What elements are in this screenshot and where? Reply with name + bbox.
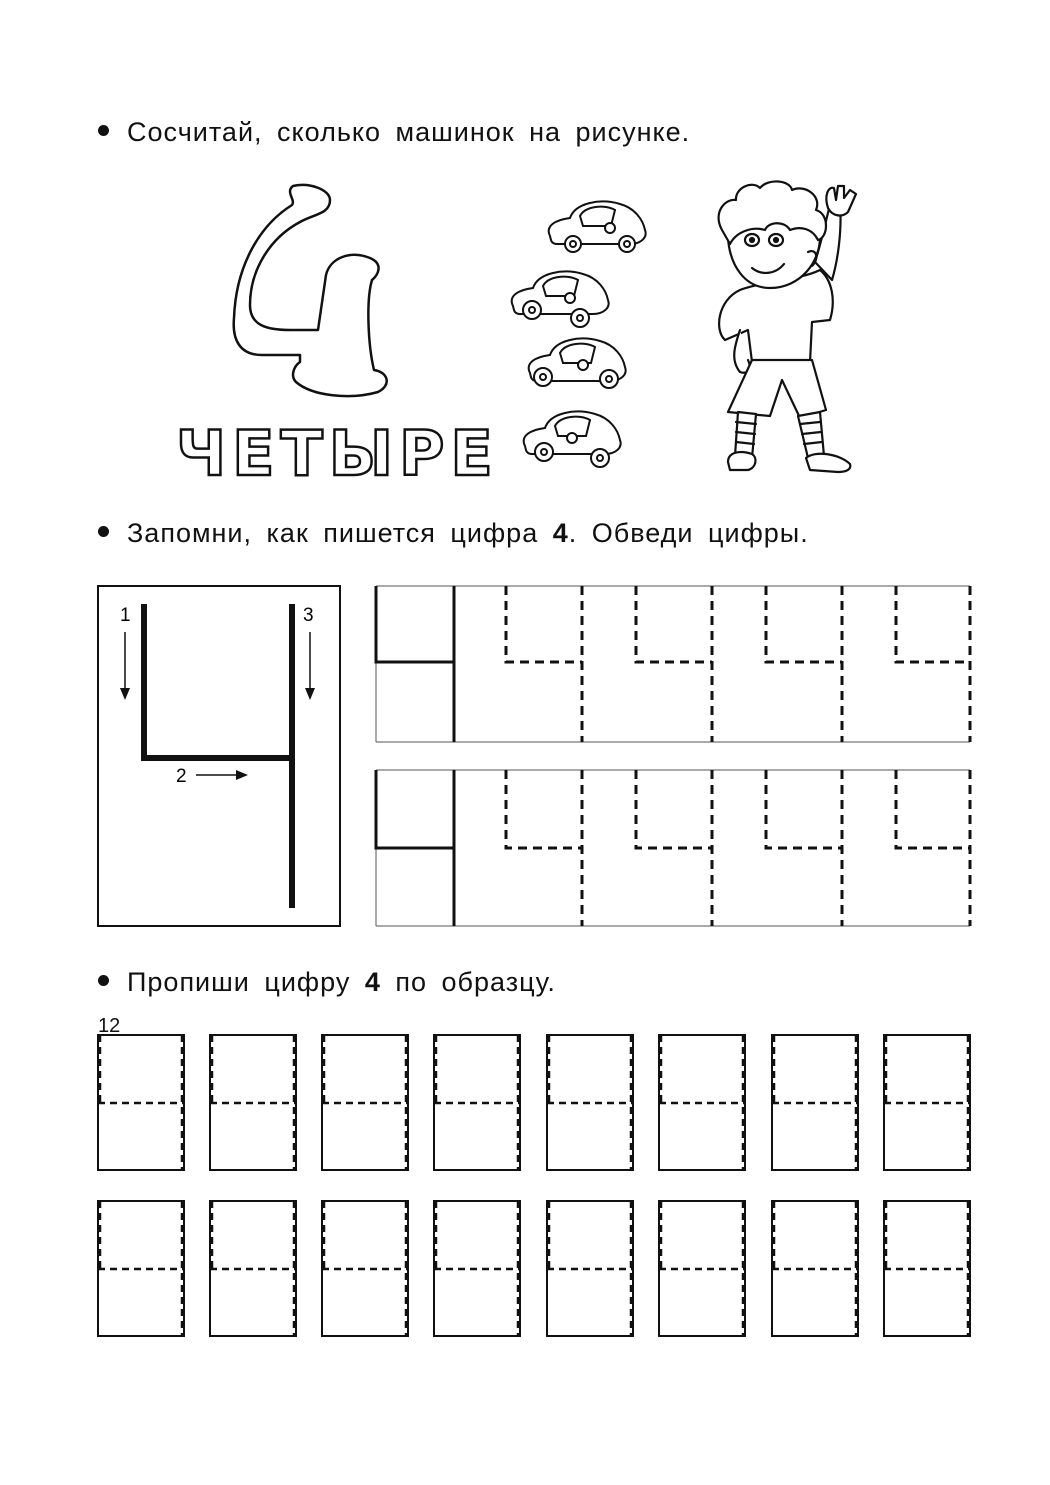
practice-cell[interactable] (322, 1201, 408, 1336)
cars-group (512, 202, 646, 467)
task-text: Запомни, как пишется цифра (127, 518, 553, 548)
practice-cell[interactable] (659, 1035, 745, 1170)
toy-car-icon (529, 339, 626, 388)
task-text-end: . Обведи цифры. (568, 518, 809, 548)
practice-cell[interactable] (434, 1035, 520, 1170)
practice-cell[interactable] (210, 1201, 296, 1336)
practice-cell[interactable] (884, 1035, 970, 1170)
practice-cell[interactable] (884, 1201, 970, 1336)
practice-cell[interactable] (434, 1201, 520, 1336)
task-text-end: по образцу. (380, 967, 556, 997)
toy-car-icon (512, 272, 609, 327)
practice-cell[interactable] (659, 1201, 745, 1336)
practice-cell[interactable] (98, 1201, 184, 1336)
digit-4-outline-icon (234, 185, 387, 396)
task-digit: 4 (364, 967, 381, 997)
practice-cell[interactable] (772, 1035, 858, 1170)
practice-cell[interactable] (98, 1035, 184, 1170)
tracing-strips (376, 586, 970, 926)
page-number: 12 (98, 1015, 121, 1037)
stroke-label-3: 3 (303, 605, 314, 626)
stroke-order-demo (98, 586, 340, 926)
practice-cell[interactable] (772, 1201, 858, 1336)
practice-cell[interactable] (322, 1035, 408, 1170)
stroke-label-2: 2 (176, 766, 187, 787)
tracing-row-1 (376, 586, 970, 742)
boy-waving-icon (719, 181, 856, 472)
toy-car-icon (549, 202, 646, 252)
number-word: ЧЕТЫРЕ (176, 417, 499, 490)
toy-car-icon (524, 412, 621, 467)
stroke-label-1: 1 (120, 605, 131, 626)
practice-cell[interactable] (547, 1201, 633, 1336)
task-text: Пропиши цифру (127, 967, 365, 997)
practice-cell[interactable] (210, 1035, 296, 1170)
practice-cell[interactable] (547, 1035, 633, 1170)
task-digit: 4 (552, 518, 569, 548)
practice-grid (98, 1035, 970, 1336)
task-text: Сосчитай, сколько машинок на рисунке. (127, 117, 691, 147)
tracing-row-2 (376, 770, 970, 926)
